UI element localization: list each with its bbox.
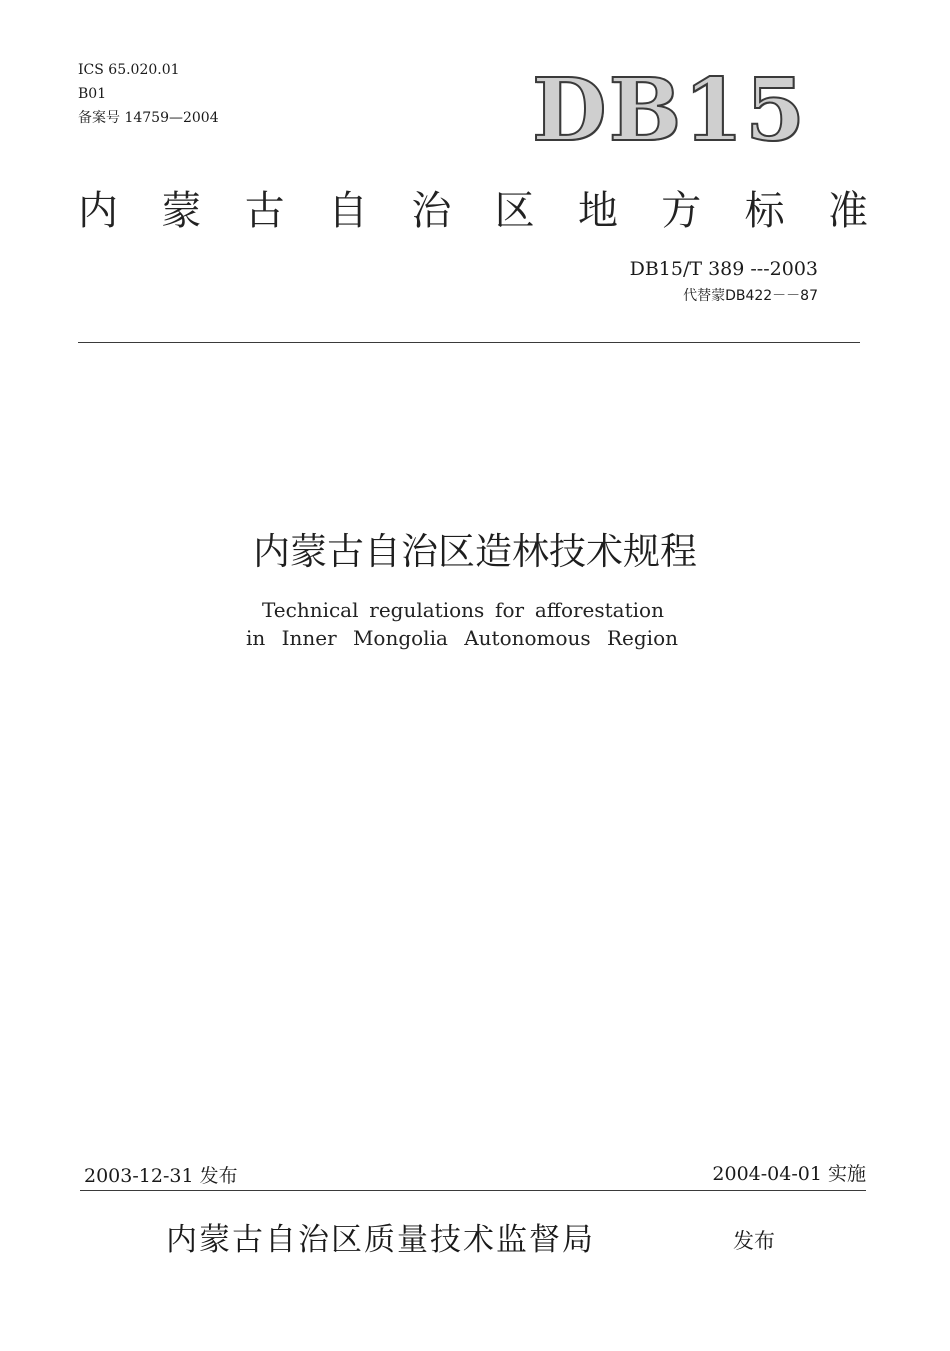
issue-date: 2003-12-31 发布 (84, 1165, 238, 1187)
classification-code: B01 (78, 86, 107, 102)
standard-type-char: 蒙 (161, 188, 202, 234)
title-en-word: for (495, 598, 525, 622)
standard-type-char: 标 (744, 188, 785, 234)
title-en-word: Mongolia (352, 626, 448, 650)
standard-type-char: 区 (494, 188, 535, 234)
title-en-word: afforestation (534, 598, 664, 622)
title-en-word: Technical (262, 598, 359, 622)
issuing-label: 发布 (733, 1229, 775, 1253)
document-title-en-line2 (246, 624, 678, 652)
title-en-word: Autonomous (464, 626, 591, 650)
ics-code: ICS 65.020.01 (78, 62, 180, 78)
standard-type-char: 治 (411, 188, 452, 234)
title-en-word: regulations (369, 598, 485, 622)
top-divider (78, 342, 860, 343)
standard-type-char: 内 (78, 188, 118, 234)
bottom-divider (80, 1190, 866, 1191)
standard-type-char: 方 (661, 188, 702, 234)
title-en-word: Inner (281, 626, 337, 650)
standard-type-char: 古 (244, 188, 285, 234)
issuing-authority: 内蒙古自治区质量技术监督局 (166, 1222, 595, 1258)
title-en-word: Region (606, 626, 678, 650)
document-title-cn: 内蒙古自治区造林技术规程 (253, 530, 697, 573)
implementation-date: 2004-04-01 实施 (712, 1163, 866, 1185)
standard-type-char: 自 (327, 188, 368, 234)
standard-type-char: 准 (827, 188, 868, 234)
title-en-word: in (246, 626, 266, 650)
standard-type-heading (78, 186, 868, 236)
db15-logo: DB15 (532, 60, 807, 161)
standard-type-char: 地 (577, 188, 618, 234)
replaces-standard: 代替蒙DB422－－87 (683, 288, 818, 304)
record-number: 备案号 14759—2004 (78, 110, 219, 126)
standard-number: DB15/T 389 ---2003 (629, 258, 818, 280)
document-title-en-line1 (262, 596, 664, 624)
